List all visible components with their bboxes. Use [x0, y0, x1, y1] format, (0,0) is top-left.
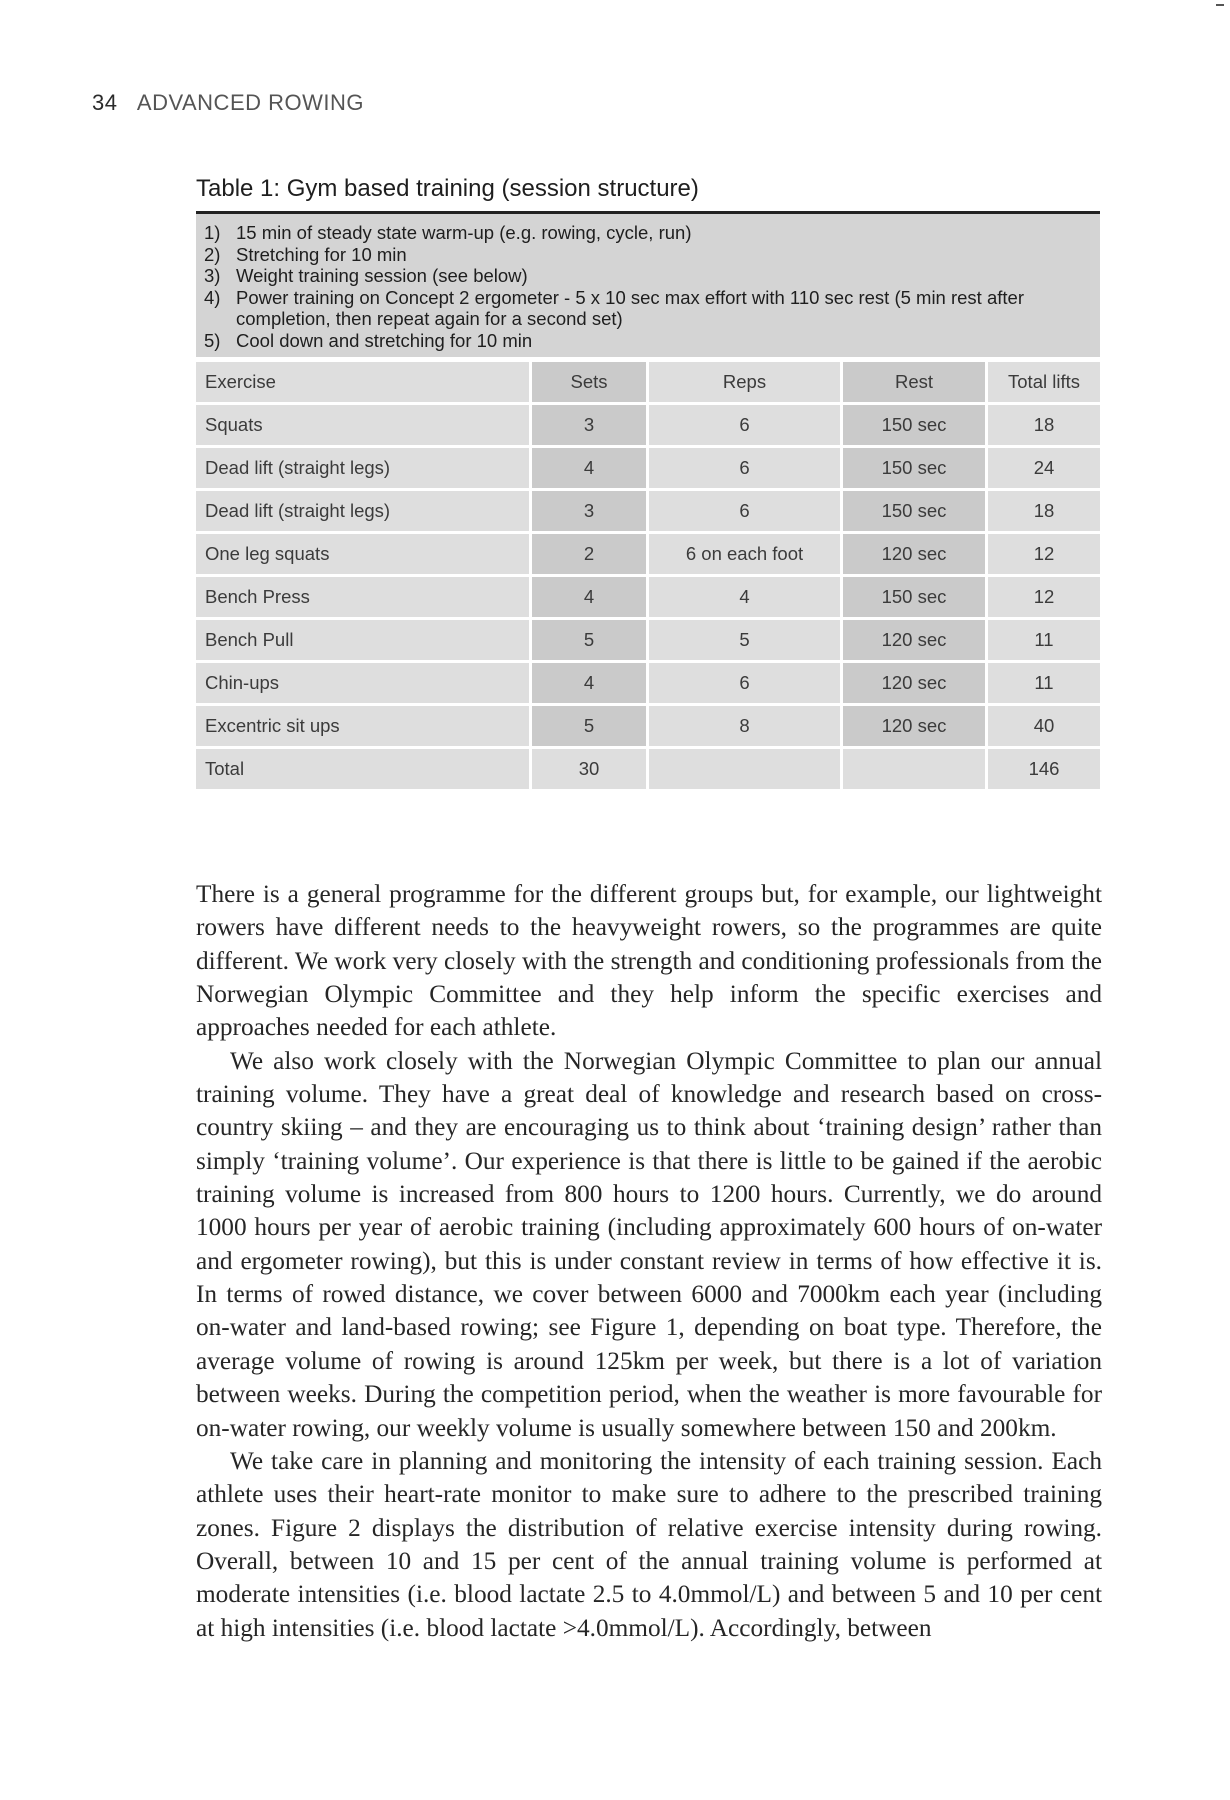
- col-header-reps: Reps: [646, 362, 840, 402]
- cell-sets: 3: [529, 405, 646, 445]
- table-header-row: [196, 362, 1100, 402]
- page-number: 34: [92, 90, 118, 115]
- cell-total-lifts: 12: [985, 534, 1100, 574]
- running-head: [92, 90, 364, 116]
- cell-exercise: Chin-ups: [196, 663, 529, 703]
- exercise-table: [196, 359, 1100, 792]
- cell-exercise: Squats: [196, 405, 529, 445]
- cell-sets: 3: [529, 491, 646, 531]
- col-header-total-lifts: Total lifts: [985, 362, 1100, 402]
- step-item: 5) Cool down and stretching for 10 min: [204, 329, 533, 351]
- cell-rest: 120 sec: [840, 534, 985, 574]
- session-structure-table: [196, 175, 1100, 792]
- cell-total-lifts: 12: [985, 577, 1100, 617]
- cell-sets: 5: [529, 706, 646, 746]
- cell-rest: 120 sec: [840, 620, 985, 660]
- col-header-rest: Rest: [840, 362, 985, 402]
- cell-rest: 150 sec: [840, 491, 985, 531]
- cell-total-lifts: 11: [985, 663, 1100, 703]
- table-row: [196, 577, 1100, 617]
- table-row: [196, 534, 1100, 574]
- table-row: [196, 405, 1100, 445]
- running-title: ADVANCED ROWING: [136, 90, 364, 115]
- body-text: [196, 878, 1102, 1645]
- cell-reps: 6 on each foot: [646, 534, 840, 574]
- cell-total-reps: [646, 749, 840, 789]
- table-row: [196, 663, 1100, 703]
- table-row: [196, 491, 1100, 531]
- table-row: [196, 620, 1100, 660]
- cell-reps: 6: [646, 663, 840, 703]
- cell-exercise: Bench Pull: [196, 620, 529, 660]
- cell-sets: 4: [529, 448, 646, 488]
- cell-total-sets: 30: [529, 749, 646, 789]
- cell-sets: 4: [529, 663, 646, 703]
- table-row: [196, 448, 1100, 488]
- step-item: 2) Stretching for 10 min: [204, 243, 407, 265]
- cell-rest: 150 sec: [840, 405, 985, 445]
- table-row: [196, 706, 1100, 746]
- col-header-exercise: Exercise: [196, 362, 529, 402]
- paragraph: We take care in planning and monitoring the intensity of each training session. Each athlete uses their heart-rate monitor to make sure to adhere to the prescribed training zones. Figure 2 displays the distribution of relative exercise intensity during rowing. Overall, between 10 and 15 per cent of the annual training volume is performed at moderate intensities (i.e. blood lactate 2.5 to 4.0mmol/L) and between 5 and 10 per cent at high intensities (i.e. blood lactate >4.0mmol/L). Accordingly, between: [196, 1446, 1102, 1642]
- cell-rest: 150 sec: [840, 577, 985, 617]
- step-item: 4) Power training on Concept 2 ergometer - 5 x 10 sec max effort with 110 sec rest (5 min rest after completion, then repeat again for a second set): [204, 286, 1024, 329]
- cell-total-lifts: 18: [985, 491, 1100, 531]
- cell-total-lifts-sum: 146: [985, 749, 1100, 789]
- cell-reps: 6: [646, 491, 840, 531]
- cell-sets: 2: [529, 534, 646, 574]
- step-item: 3) Weight training session (see below): [204, 265, 528, 286]
- corner-mark: [1216, 4, 1224, 6]
- cell-exercise: Dead lift (straight legs): [196, 491, 529, 531]
- col-header-sets: Sets: [529, 362, 646, 402]
- cell-sets: 5: [529, 620, 646, 660]
- cell-sets: 4: [529, 577, 646, 617]
- cell-reps: 5: [646, 620, 840, 660]
- cell-reps: 6: [646, 448, 840, 488]
- session-steps: [196, 214, 1100, 357]
- cell-total-label: Total: [196, 749, 529, 789]
- cell-total-lifts: 24: [985, 448, 1100, 488]
- paragraph: There is a general programme for the different groups but, for example, our lightweight rowers have different needs to the heavyweight rowers, so the programmes are quite different. We work very closely with the strength and conditioning professionals from the Norwegian Olympic Committee and they help inform the specific exercises and approaches needed for each athlete.: [196, 880, 1102, 1042]
- cell-reps: 6: [646, 405, 840, 445]
- cell-rest: 120 sec: [840, 706, 985, 746]
- paragraph: We also work closely with the Norwegian Olympic Committee to plan our annual training volume. They have a great deal of knowledge and research based on cross-country skiing – and they are encouraging us to think about ‘training design’ rather than simply ‘training volume’. Our experience is that there is little to be gained if the aerobic training volume is increased from 800 hours to 1200 hours. Currently, we do around 1000 hours per year of aerobic training (including approximately 600 hours of on-water and ergometer rowing), but this is under constant review in terms of how effective it is. In terms of rowed distance, we cover between 6000 and 7000km each year (including on-water and land-based rowing; see Figure 1, depending on boat type. Therefore, the average volume of rowing is around 125km per week, but there is a lot of variation between weeks. During the competition period, when the weather is more favourable for on-water rowing, our weekly volume is usually somewhere between 150 and 200km.: [196, 1046, 1102, 1442]
- table-caption: Table 1: Gym based training (session structure): [196, 175, 699, 202]
- cell-rest: 150 sec: [840, 448, 985, 488]
- cell-exercise: Bench Press: [196, 577, 529, 617]
- cell-reps: 4: [646, 577, 840, 617]
- cell-rest: 120 sec: [840, 663, 985, 703]
- cell-reps: 8: [646, 706, 840, 746]
- cell-total-lifts: 40: [985, 706, 1100, 746]
- cell-exercise: One leg squats: [196, 534, 529, 574]
- table-total-row: [196, 749, 1100, 789]
- cell-exercise: Excentric sit ups: [196, 706, 529, 746]
- cell-total-lifts: 18: [985, 405, 1100, 445]
- cell-total-lifts: 11: [985, 620, 1100, 660]
- step-item: 1) 15 min of steady state warm-up (e.g. rowing, cycle, run): [204, 222, 692, 243]
- cell-total-rest: [840, 749, 985, 789]
- cell-exercise: Dead lift (straight legs): [196, 448, 529, 488]
